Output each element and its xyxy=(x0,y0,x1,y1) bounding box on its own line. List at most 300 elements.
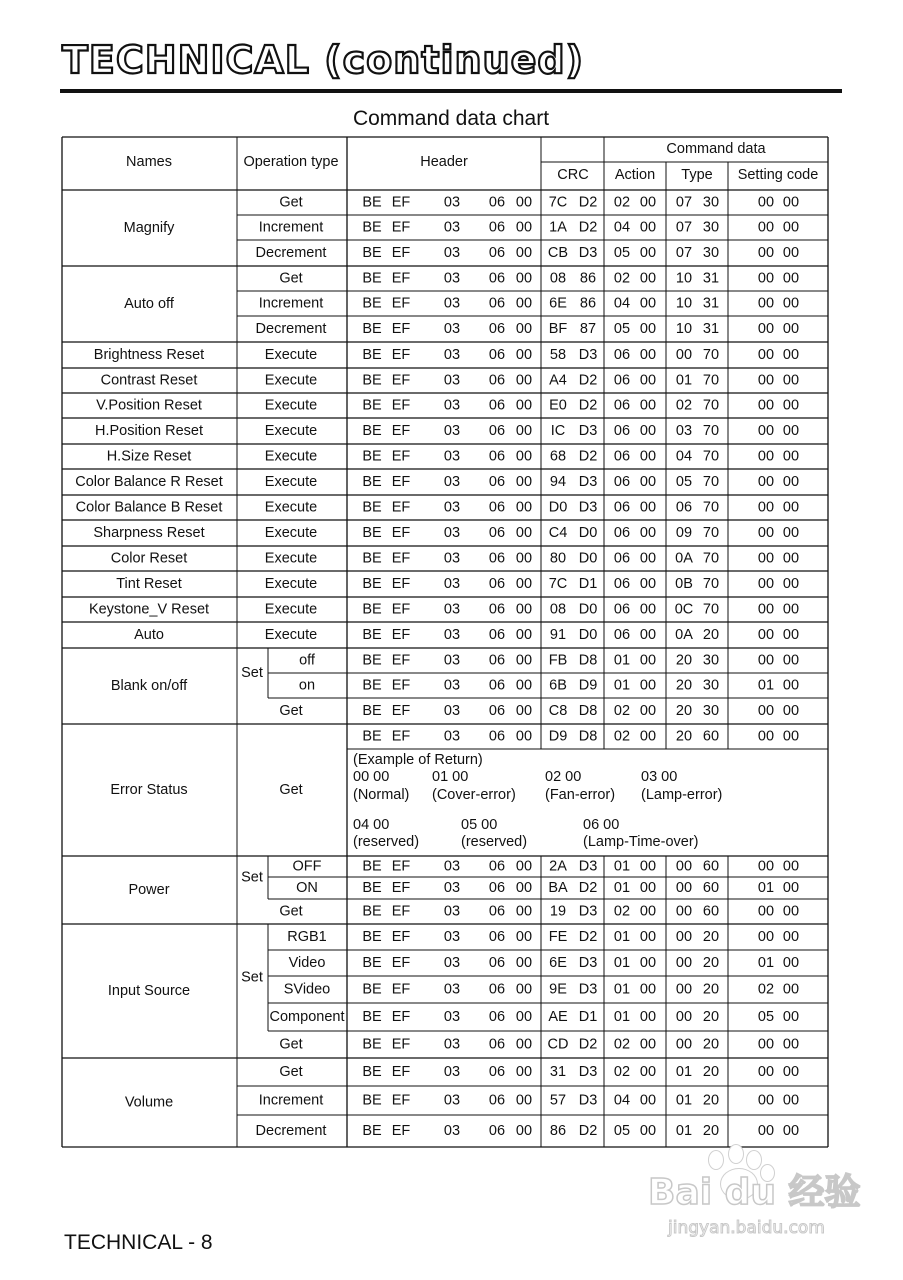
crc-value: BA xyxy=(548,880,568,896)
type-value: 01 xyxy=(675,372,693,389)
action-value: 06 xyxy=(613,627,631,643)
header-byte: BE xyxy=(362,499,382,516)
type-value: 07 xyxy=(675,245,693,261)
type-value: 07 xyxy=(675,194,693,211)
setting-code-value: 00 xyxy=(782,194,800,211)
header-byte: 03 xyxy=(443,677,461,694)
header-byte: BE xyxy=(362,955,382,971)
crc-value: 86 xyxy=(579,295,597,312)
example-return-label: (Lamp-Time-over) xyxy=(583,834,699,850)
setting-code-value: 00 xyxy=(782,1009,800,1025)
type-value: 30 xyxy=(702,219,720,236)
operation-type: Decrement xyxy=(255,245,327,261)
crc-value: 31 xyxy=(549,1064,567,1080)
type-value: 03 xyxy=(675,423,693,439)
header-byte: 00 xyxy=(515,703,533,719)
crc-value: 08 xyxy=(549,270,567,287)
action-value: 00 xyxy=(639,728,657,745)
type-value: 70 xyxy=(702,448,720,465)
action-value: 05 xyxy=(613,245,631,261)
type-value: 02 xyxy=(675,397,693,414)
header-byte: 06 xyxy=(488,194,506,211)
header-byte: EF xyxy=(391,1064,411,1080)
operation-type: Get xyxy=(279,194,303,211)
header-byte: EF xyxy=(391,397,411,414)
header-byte: EF xyxy=(391,981,411,998)
action-value: 02 xyxy=(613,1036,631,1053)
operation-type: Execute xyxy=(264,397,318,414)
type-value: 70 xyxy=(702,499,720,516)
header-byte: BE xyxy=(362,601,382,618)
action-value: 00 xyxy=(639,347,657,363)
setting-code-value: 00 xyxy=(782,550,800,567)
set-label: Set xyxy=(241,969,263,986)
example-return-code: 06 00 xyxy=(583,817,620,833)
operation-type: Execute xyxy=(264,627,318,643)
watermark-logo: Bai du 经验 xyxy=(648,1172,861,1213)
action-value: 00 xyxy=(639,576,657,592)
setting-code-value: 00 xyxy=(782,677,800,694)
setting-code-value: 00 xyxy=(757,499,775,516)
header-byte: 00 xyxy=(515,880,533,896)
action-value: 00 xyxy=(639,703,657,719)
row-name: Blank on/off xyxy=(110,678,188,694)
crc-value: D3 xyxy=(578,981,598,998)
type-value: 0C xyxy=(674,601,694,618)
header-byte: 00 xyxy=(515,321,533,337)
header-byte: 00 xyxy=(515,245,533,261)
type-value: 04 xyxy=(675,448,693,465)
operation-type: Get xyxy=(279,270,303,287)
header-byte: 03 xyxy=(443,372,461,389)
type-value: 00 xyxy=(675,1009,693,1025)
crc-value: D0 xyxy=(578,601,598,618)
action-value: 06 xyxy=(613,423,631,439)
setting-code-value: 00 xyxy=(757,525,775,541)
header-byte: BE xyxy=(362,295,382,312)
crc-value: D3 xyxy=(578,245,598,261)
header-byte: 03 xyxy=(443,448,461,465)
setting-code-value: 02 xyxy=(757,981,775,998)
type-value: 20 xyxy=(702,1123,720,1139)
header-byte: 03 xyxy=(443,397,461,414)
header-byte: 03 xyxy=(443,903,461,920)
operation-type: Component xyxy=(269,1009,345,1025)
crc-value: D0 xyxy=(578,627,598,643)
action-value: 01 xyxy=(613,981,631,998)
operation-type: Execute xyxy=(264,448,318,465)
type-value: 30 xyxy=(702,652,720,669)
header-byte: 06 xyxy=(488,245,506,261)
header-byte: 00 xyxy=(515,677,533,694)
crc-value: D2 xyxy=(578,880,598,896)
action-value: 02 xyxy=(613,703,631,719)
operation-type: Execute xyxy=(264,474,318,490)
crc-value: D8 xyxy=(578,728,598,745)
row-name: Auto off xyxy=(124,296,174,312)
header-byte: EF xyxy=(391,525,411,541)
header-byte: 03 xyxy=(443,955,461,971)
type-value: 00 xyxy=(675,880,693,896)
crc-value: D2 xyxy=(578,219,598,236)
header-byte: 03 xyxy=(443,576,461,592)
header-byte: 03 xyxy=(443,525,461,541)
page-title: TECHNICAL (continued) xyxy=(62,38,584,82)
action-value: 04 xyxy=(613,219,631,236)
action-value: 02 xyxy=(613,1064,631,1080)
setting-code-value: 00 xyxy=(782,1092,800,1109)
crc-value: E0 xyxy=(549,397,567,414)
header-byte: 06 xyxy=(488,423,506,439)
crc-value: D8 xyxy=(578,652,598,669)
row-name: Error Status xyxy=(110,782,188,798)
setting-code-value: 00 xyxy=(757,550,775,567)
header-byte: 06 xyxy=(488,903,506,920)
header-byte: 03 xyxy=(443,499,461,516)
header-byte: BE xyxy=(362,652,382,669)
setting-code-value: 00 xyxy=(757,1064,775,1080)
crc-value: 6E xyxy=(549,295,567,312)
setting-code-value: 01 xyxy=(757,880,775,896)
header-byte: EF xyxy=(391,576,411,592)
crc-value: D2 xyxy=(578,194,598,211)
header-byte: 00 xyxy=(515,728,533,745)
operation-type: Execute xyxy=(264,550,318,567)
header-byte: 06 xyxy=(488,1009,506,1025)
operation-type: Decrement xyxy=(255,1123,327,1139)
crc-value: 9E xyxy=(549,981,567,998)
header-byte: 06 xyxy=(488,981,506,998)
column-header-header: Header xyxy=(420,154,468,170)
header-byte: BE xyxy=(362,627,382,643)
action-value: 00 xyxy=(639,677,657,694)
crc-value: D3 xyxy=(578,423,598,439)
page-footer: TECHNICAL - 8 xyxy=(64,1231,213,1254)
operation-type: Get xyxy=(279,782,303,798)
crc-value: 86 xyxy=(549,1123,567,1139)
crc-value: FE xyxy=(548,929,568,945)
column-header-action: Action xyxy=(614,167,656,183)
setting-code-value: 00 xyxy=(757,245,775,261)
action-value: 00 xyxy=(639,903,657,920)
crc-value: CB xyxy=(547,245,569,261)
header-byte: 06 xyxy=(488,955,506,971)
header-byte: EF xyxy=(391,499,411,516)
example-return-code: 02 00 xyxy=(545,769,582,785)
action-value: 00 xyxy=(639,295,657,312)
column-header-operation-type: Operation type xyxy=(243,154,339,170)
crc-value: 7C xyxy=(548,576,568,592)
action-value: 00 xyxy=(639,1064,657,1080)
example-heading: (Example of Return) xyxy=(353,752,483,768)
header-byte: 03 xyxy=(443,601,461,618)
operation-type: Video xyxy=(288,955,326,971)
header-byte: BE xyxy=(362,372,382,389)
header-byte: 03 xyxy=(443,194,461,211)
header-byte: 03 xyxy=(443,423,461,439)
type-value: 20 xyxy=(675,703,693,719)
setting-code-value: 00 xyxy=(782,728,800,745)
action-value: 06 xyxy=(613,525,631,541)
action-value: 00 xyxy=(639,601,657,618)
header-byte: 00 xyxy=(515,981,533,998)
header-byte: EF xyxy=(391,929,411,945)
header-byte: 00 xyxy=(515,1123,533,1139)
header-byte: 00 xyxy=(515,576,533,592)
crc-value: D2 xyxy=(578,1123,598,1139)
header-byte: 06 xyxy=(488,397,506,414)
type-value: 20 xyxy=(702,1036,720,1053)
header-byte: 00 xyxy=(515,601,533,618)
crc-value: 7C xyxy=(548,194,568,211)
type-value: 20 xyxy=(702,1064,720,1080)
action-value: 06 xyxy=(613,601,631,618)
action-value: 00 xyxy=(639,1036,657,1053)
setting-code-value: 00 xyxy=(782,423,800,439)
crc-value: 6E xyxy=(549,955,567,971)
header-byte: 06 xyxy=(488,627,506,643)
crc-value: C8 xyxy=(548,703,568,719)
header-byte: 06 xyxy=(488,219,506,236)
action-value: 00 xyxy=(639,1123,657,1139)
header-byte: BE xyxy=(362,347,382,363)
header-byte: EF xyxy=(391,627,411,643)
type-value: 20 xyxy=(702,1009,720,1025)
operation-type: ON xyxy=(296,880,318,896)
setting-code-value: 00 xyxy=(782,858,800,875)
header-byte: BE xyxy=(362,1009,382,1025)
header-byte: EF xyxy=(391,372,411,389)
example-return-code: 04 00 xyxy=(353,817,390,833)
header-byte: 06 xyxy=(488,372,506,389)
row-name: Color Balance R Reset xyxy=(75,474,223,490)
example-return-label: (reserved) xyxy=(353,834,420,850)
example-return-code: 01 00 xyxy=(432,769,469,785)
header-byte: 06 xyxy=(488,703,506,719)
header-byte: 00 xyxy=(515,1092,533,1109)
operation-type: Execute xyxy=(264,525,318,541)
setting-code-value: 00 xyxy=(782,601,800,618)
setting-code-value: 00 xyxy=(782,627,800,643)
operation-type: OFF xyxy=(292,858,322,875)
crc-value: D2 xyxy=(578,1036,598,1053)
type-value: 70 xyxy=(702,423,720,439)
operation-type: Execute xyxy=(264,423,318,439)
header-byte: 03 xyxy=(443,728,461,745)
type-value: 70 xyxy=(702,525,720,541)
crc-value: 91 xyxy=(549,627,567,643)
action-value: 04 xyxy=(613,1092,631,1109)
setting-code-value: 00 xyxy=(782,652,800,669)
action-value: 06 xyxy=(613,499,631,516)
action-value: 00 xyxy=(639,321,657,337)
set-label: Set xyxy=(241,869,263,886)
action-value: 00 xyxy=(639,929,657,945)
header-byte: BE xyxy=(362,903,382,920)
header-byte: 03 xyxy=(443,1009,461,1025)
action-value: 00 xyxy=(639,955,657,971)
header-byte: 00 xyxy=(515,270,533,287)
type-value: 01 xyxy=(675,1092,693,1109)
type-value: 10 xyxy=(675,295,693,312)
crc-value: 19 xyxy=(549,903,567,920)
header-byte: EF xyxy=(391,677,411,694)
type-value: 60 xyxy=(702,880,720,896)
header-byte: BE xyxy=(362,321,382,337)
action-value: 06 xyxy=(613,576,631,592)
action-value: 00 xyxy=(639,627,657,643)
header-byte: 06 xyxy=(488,929,506,945)
type-value: 00 xyxy=(675,1036,693,1053)
header-byte: 03 xyxy=(443,1064,461,1080)
type-value: 60 xyxy=(702,903,720,920)
header-byte: 06 xyxy=(488,601,506,618)
crc-value: BF xyxy=(548,321,568,337)
type-value: 20 xyxy=(702,929,720,945)
header-byte: EF xyxy=(391,858,411,875)
setting-code-value: 00 xyxy=(757,703,775,719)
type-value: 0B xyxy=(675,576,693,592)
header-byte: EF xyxy=(391,347,411,363)
action-value: 00 xyxy=(639,423,657,439)
header-byte: 06 xyxy=(488,1092,506,1109)
header-byte: EF xyxy=(391,474,411,490)
action-value: 00 xyxy=(639,245,657,261)
setting-code-value: 00 xyxy=(782,576,800,592)
header-byte: EF xyxy=(391,194,411,211)
header-byte: 06 xyxy=(488,576,506,592)
header-byte: EF xyxy=(391,703,411,719)
type-value: 31 xyxy=(702,321,720,337)
action-value: 02 xyxy=(613,728,631,745)
header-byte: 00 xyxy=(515,627,533,643)
crc-value: D3 xyxy=(578,955,598,971)
header-byte: 00 xyxy=(515,1036,533,1053)
action-value: 00 xyxy=(639,219,657,236)
row-name: Power xyxy=(128,882,170,898)
header-byte: 03 xyxy=(443,880,461,896)
header-byte: EF xyxy=(391,955,411,971)
crc-value: AE xyxy=(548,1009,568,1025)
action-value: 00 xyxy=(639,270,657,287)
header-byte: EF xyxy=(391,219,411,236)
row-name: V.Position Reset xyxy=(96,397,202,414)
header-byte: EF xyxy=(391,550,411,567)
action-value: 06 xyxy=(613,347,631,363)
header-byte: 06 xyxy=(488,858,506,875)
row-name: Color Reset xyxy=(110,550,188,567)
operation-type: Get xyxy=(279,703,303,719)
type-value: 00 xyxy=(675,903,693,920)
action-value: 00 xyxy=(639,652,657,669)
column-header-crc: CRC xyxy=(557,167,589,183)
operation-type: Increment xyxy=(258,219,324,236)
action-value: 00 xyxy=(639,550,657,567)
header-byte: 06 xyxy=(488,728,506,745)
setting-code-value: 00 xyxy=(757,1092,775,1109)
header-byte: BE xyxy=(362,194,382,211)
type-value: 70 xyxy=(702,601,720,618)
crc-value: D3 xyxy=(578,347,598,363)
column-header-type: Type xyxy=(681,167,713,183)
type-value: 30 xyxy=(702,677,720,694)
header-byte: 00 xyxy=(515,1064,533,1080)
setting-code-value: 00 xyxy=(757,627,775,643)
type-value: 20 xyxy=(702,955,720,971)
operation-type: Get xyxy=(279,1036,303,1053)
example-return-label: (Fan-error) xyxy=(545,787,616,803)
action-value: 02 xyxy=(613,270,631,287)
header-byte: 06 xyxy=(488,1064,506,1080)
header-byte: 00 xyxy=(515,448,533,465)
row-name: Color Balance B Reset xyxy=(75,499,223,516)
header-byte: 06 xyxy=(488,550,506,567)
header-byte: 03 xyxy=(443,929,461,945)
setting-code-value: 00 xyxy=(757,929,775,945)
header-byte: 00 xyxy=(515,550,533,567)
setting-code-value: 00 xyxy=(782,981,800,998)
row-name: H.Size Reset xyxy=(106,448,192,465)
type-value: 70 xyxy=(702,474,720,490)
header-byte: 00 xyxy=(515,194,533,211)
row-name: Contrast Reset xyxy=(100,372,198,389)
setting-code-value: 00 xyxy=(757,903,775,920)
crc-value: D1 xyxy=(578,1009,598,1025)
crc-value: IC xyxy=(550,423,566,439)
header-byte: 00 xyxy=(515,499,533,516)
crc-value: 08 xyxy=(549,601,567,618)
header-byte: BE xyxy=(362,1092,382,1109)
header-byte: 03 xyxy=(443,245,461,261)
header-byte: 00 xyxy=(515,903,533,920)
type-value: 20 xyxy=(702,1092,720,1109)
example-return-label: (Cover-error) xyxy=(432,787,516,803)
type-value: 00 xyxy=(675,858,693,875)
crc-value: D3 xyxy=(578,499,598,516)
crc-value: 87 xyxy=(579,321,597,337)
header-byte: 00 xyxy=(515,652,533,669)
setting-code-value: 00 xyxy=(782,448,800,465)
row-name: H.Position Reset xyxy=(95,423,203,439)
action-value: 00 xyxy=(639,372,657,389)
column-header-command-data: Command data xyxy=(666,141,766,157)
header-byte: 03 xyxy=(443,550,461,567)
setting-code-value: 00 xyxy=(757,728,775,745)
header-byte: EF xyxy=(391,423,411,439)
watermark-url: jingyan.baidu.com xyxy=(668,1218,825,1238)
baidu-watermark xyxy=(648,1150,861,1246)
action-value: 05 xyxy=(613,321,631,337)
header-byte: 06 xyxy=(488,499,506,516)
type-value: 01 xyxy=(675,1064,693,1080)
setting-code-value: 00 xyxy=(757,270,775,287)
operation-type: Get xyxy=(279,903,303,920)
type-value: 70 xyxy=(702,347,720,363)
operation-type: Execute xyxy=(264,576,318,592)
crc-value: D3 xyxy=(578,1092,598,1109)
crc-value: D3 xyxy=(578,1064,598,1080)
setting-code-value: 00 xyxy=(757,858,775,875)
operation-type: Decrement xyxy=(255,321,327,337)
header-byte: EF xyxy=(391,1123,411,1139)
example-return-code: 00 00 xyxy=(353,769,390,785)
header-byte: 00 xyxy=(515,423,533,439)
header-byte: EF xyxy=(391,245,411,261)
header-byte: BE xyxy=(362,1036,382,1053)
setting-code-value: 00 xyxy=(757,576,775,592)
action-value: 00 xyxy=(639,474,657,490)
row-name: Magnify xyxy=(123,220,175,236)
